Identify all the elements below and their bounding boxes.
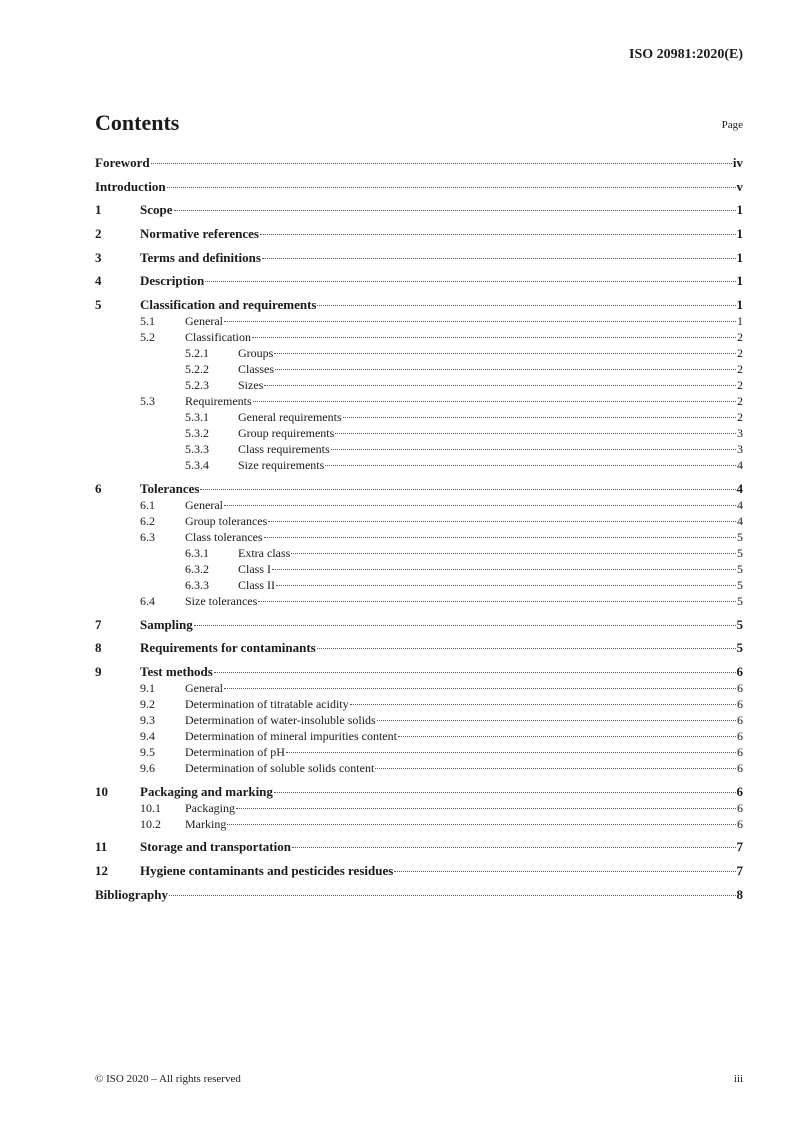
toc-entry[interactable] <box>95 377 743 393</box>
dot-leader <box>274 353 736 354</box>
toc-entry-title: Marking <box>185 816 227 831</box>
toc-entry-number: 5.3.3 <box>185 442 209 457</box>
dot-leader <box>325 465 736 466</box>
dot-leader <box>272 569 736 570</box>
toc-entry-page: v <box>736 178 743 194</box>
toc-entry-number: 9.5 <box>140 744 155 759</box>
toc-entry-page: 6 <box>736 663 743 679</box>
toc-entry-title: Test methods <box>140 663 213 679</box>
toc-entry-title: Tolerances <box>140 480 200 496</box>
dot-leader <box>224 321 736 322</box>
toc-entry-title: Requirements for contaminants <box>140 640 316 656</box>
toc-entry-title: Group tolerances <box>185 513 268 528</box>
toc-entry-page: iv <box>732 155 743 170</box>
toc-entry[interactable] <box>95 800 743 816</box>
toc-entry-page: 1 <box>736 297 743 313</box>
toc-entry[interactable] <box>95 696 743 712</box>
toc-entry-number: 5.1 <box>140 314 155 329</box>
toc-entry[interactable] <box>95 593 743 609</box>
toc-entry-page: 7 <box>736 839 743 855</box>
toc-entry-number: 6.1 <box>140 497 155 512</box>
dot-leader <box>174 210 736 211</box>
dot-leader <box>350 704 736 705</box>
toc-entry[interactable] <box>95 345 743 361</box>
toc-entry-number: 5.2.2 <box>185 362 209 377</box>
dot-leader <box>276 585 736 586</box>
dot-leader <box>200 489 735 490</box>
toc-entry-title: Class requirements <box>238 442 330 457</box>
toc-entry-page: 1 <box>737 314 743 329</box>
page-number: iii <box>733 1073 743 1085</box>
toc-entry[interactable] <box>95 481 743 497</box>
toc-entry[interactable] <box>95 202 743 218</box>
toc-entry-number: 5.2.3 <box>185 378 209 393</box>
toc-entry-title: Class I <box>238 561 271 576</box>
toc-entry-page: 5 <box>737 529 743 544</box>
toc-entry-number: 9.4 <box>140 728 155 743</box>
toc-entry-page: 5 <box>736 640 743 656</box>
toc-entry-page: 2 <box>737 394 743 409</box>
toc-entry-page: 1 <box>736 226 743 242</box>
dot-leader <box>169 895 736 896</box>
toc-entry[interactable] <box>95 617 743 633</box>
dot-leader <box>375 768 736 769</box>
dot-leader <box>224 688 736 689</box>
toc-entry[interactable] <box>95 529 743 545</box>
toc-entry-title: Determination of water-insoluble solids <box>185 712 376 727</box>
toc-entry[interactable] <box>95 179 743 195</box>
toc-entry-number: 9.2 <box>140 696 155 711</box>
toc-entry-page: 4 <box>737 458 743 473</box>
dot-leader <box>258 601 736 602</box>
dot-leader <box>394 871 735 872</box>
dot-leader <box>205 281 735 282</box>
toc-entry[interactable] <box>95 640 743 656</box>
toc-entry-number: 1 <box>95 202 102 218</box>
dot-leader <box>286 752 736 753</box>
toc-entry-page: 2 <box>737 410 743 425</box>
dot-leader <box>262 258 736 259</box>
page-column-label: Page <box>721 119 743 131</box>
copyright-notice: © ISO 2020 – All rights reserved <box>95 1073 241 1085</box>
toc-entry[interactable] <box>95 561 743 577</box>
toc-entry-page: 6 <box>737 800 743 815</box>
toc-entry-title: Bibliography <box>95 886 168 902</box>
toc-entry-number: 5.2.1 <box>185 346 209 361</box>
toc-entry[interactable] <box>95 497 743 513</box>
dot-leader <box>224 505 736 506</box>
toc-entry-title: Sizes <box>238 378 264 393</box>
dot-leader <box>194 625 736 626</box>
toc-entry[interactable] <box>95 816 743 832</box>
toc-entry[interactable] <box>95 409 743 425</box>
toc-entry[interactable] <box>95 577 743 593</box>
toc-entry[interactable] <box>95 863 743 879</box>
toc-entry-title: Classes <box>238 362 274 377</box>
toc-entry-page: 4 <box>737 513 743 528</box>
dot-leader <box>292 847 736 848</box>
toc-entry-title: Foreword <box>95 155 150 170</box>
toc-entry-title: Requirements <box>185 394 252 409</box>
toc-entry-title: Terms and definitions <box>140 249 261 265</box>
toc-entry-title: Determination of pH <box>185 744 285 759</box>
toc-entry[interactable] <box>95 393 743 409</box>
toc-entry-number: 5.3.4 <box>185 458 209 473</box>
dot-leader <box>264 385 736 386</box>
toc-entry-number: 9.3 <box>140 712 155 727</box>
toc-entry-page: 6 <box>737 816 743 831</box>
toc-entry-page: 8 <box>736 886 743 902</box>
dot-leader <box>275 369 736 370</box>
toc-entry-number: 6.3 <box>140 529 155 544</box>
dot-leader <box>253 401 736 402</box>
toc-entry[interactable] <box>95 441 743 457</box>
toc-entry-title: Extra class <box>238 545 291 560</box>
toc-entry-page: 2 <box>737 346 743 361</box>
dot-leader <box>227 824 736 825</box>
toc-entry-page: 2 <box>737 330 743 345</box>
toc-entry-page: 3 <box>737 442 743 457</box>
toc-entry-page: 2 <box>737 362 743 377</box>
toc-entry-page: 1 <box>736 202 743 218</box>
toc-entry-number: 10.1 <box>140 800 161 815</box>
toc-entry[interactable] <box>95 513 743 529</box>
toc-entry-page: 5 <box>737 561 743 576</box>
dot-leader <box>317 648 736 649</box>
dot-leader <box>331 449 736 450</box>
toc-entry[interactable] <box>95 680 743 696</box>
toc-entry-title: Sampling <box>140 616 193 632</box>
toc-entry-number: 5.2 <box>140 330 155 345</box>
toc-entry[interactable] <box>95 887 743 903</box>
toc-entry-page: 6 <box>737 728 743 743</box>
toc-entry[interactable] <box>95 329 743 345</box>
toc-entry-title: Scope <box>140 202 173 218</box>
toc-entry[interactable] <box>95 545 743 561</box>
toc-entry-page: 5 <box>737 577 743 592</box>
toc-entry-title: Hygiene contaminants and pesticides residues <box>140 862 394 878</box>
toc-entry[interactable] <box>95 425 743 441</box>
toc-entry-title: Size requirements <box>238 458 325 473</box>
toc-entry-number: 6.3.1 <box>185 545 209 560</box>
toc-entry-page: 6 <box>737 712 743 727</box>
toc-entry-title: Packaging <box>185 800 235 815</box>
toc-entry-number: 12 <box>95 862 108 878</box>
toc-entry-number: 4 <box>95 273 102 289</box>
toc-entry[interactable] <box>95 784 743 800</box>
toc-entry[interactable] <box>95 226 743 242</box>
toc-entry-title: General <box>185 680 223 695</box>
document-id: ISO 20981:2020(E) <box>629 47 743 62</box>
toc-entry-number: 5 <box>95 297 102 313</box>
dot-leader <box>268 521 736 522</box>
dot-leader <box>264 537 736 538</box>
toc-entry-page: 5 <box>737 593 743 608</box>
toc-entry[interactable] <box>95 664 743 680</box>
toc-entry-page: 7 <box>736 862 743 878</box>
toc-entry-page: 6 <box>737 696 743 711</box>
toc-entry[interactable] <box>95 297 743 313</box>
toc-entry-number: 3 <box>95 249 102 265</box>
toc-entry-number: 11 <box>95 839 108 855</box>
page-title: Contents <box>95 110 180 135</box>
toc-entry-number: 5.3.2 <box>185 426 209 441</box>
toc-entry-title: Classification and requirements <box>140 297 317 313</box>
toc-entry-title: Group requirements <box>238 426 335 441</box>
toc-entry-number: 9.1 <box>140 680 155 695</box>
dot-leader <box>236 808 736 809</box>
toc-entry-title: General <box>185 314 223 329</box>
toc-entry-page: 6 <box>737 680 743 695</box>
dot-leader <box>151 163 732 164</box>
toc-entry-title: Classification <box>185 330 251 345</box>
dot-leader <box>167 187 736 188</box>
toc-entry-title: Normative references <box>140 226 259 242</box>
toc-entry-title: Determination of mineral impurities content <box>185 728 397 743</box>
toc-entry-number: 2 <box>95 226 102 242</box>
toc-entry-page: 3 <box>737 426 743 441</box>
toc-entry-number: 5.3 <box>140 394 155 409</box>
toc-entry[interactable] <box>95 457 743 473</box>
toc-entry-number: 5.3.1 <box>185 410 209 425</box>
toc-entry[interactable] <box>95 155 743 171</box>
toc-entry-number: 6.3.3 <box>185 577 209 592</box>
toc-entry-number: 6.4 <box>140 593 155 608</box>
table-of-contents <box>95 155 743 903</box>
toc-entry[interactable] <box>95 273 743 289</box>
toc-entry-page: 4 <box>737 497 743 512</box>
toc-entry-number: 6 <box>95 480 102 496</box>
toc-entry-number: 9.6 <box>140 760 155 775</box>
dot-leader <box>214 672 736 673</box>
toc-entry-number: 10 <box>95 783 108 799</box>
toc-entry-title: Determination of soluble solids content <box>185 760 375 775</box>
toc-entry-page: 6 <box>737 744 743 759</box>
toc-entry-number: 7 <box>95 616 102 632</box>
toc-entry-title: Introduction <box>95 178 166 194</box>
toc-entry[interactable] <box>95 361 743 377</box>
toc-entry[interactable] <box>95 728 743 744</box>
toc-entry-title: Storage and transportation <box>140 839 291 855</box>
dot-leader <box>343 417 736 418</box>
toc-entry-number: 6.3.2 <box>185 561 209 576</box>
toc-entry-number: 10.2 <box>140 816 161 831</box>
dot-leader <box>252 337 736 338</box>
toc-entry[interactable] <box>95 712 743 728</box>
toc-entry-title: Description <box>140 273 205 289</box>
dot-leader <box>317 305 735 306</box>
toc-entry-title: Determination of titratable acidity <box>185 696 349 711</box>
toc-entry[interactable] <box>95 760 743 776</box>
dot-leader <box>260 234 736 235</box>
toc-entry-number: 8 <box>95 640 102 656</box>
toc-entry-title: General <box>185 497 223 512</box>
toc-entry-page: 4 <box>736 480 743 496</box>
toc-entry[interactable] <box>95 313 743 329</box>
toc-entry-title: Size tolerances <box>185 593 258 608</box>
toc-entry-page: 1 <box>736 273 743 289</box>
toc-entry[interactable] <box>95 839 743 855</box>
dot-leader <box>274 792 736 793</box>
dot-leader <box>398 736 736 737</box>
dot-leader <box>377 720 736 721</box>
toc-entry-title: Packaging and marking <box>140 783 273 799</box>
toc-entry-page: 6 <box>736 783 743 799</box>
toc-entry-title: Groups <box>238 346 274 361</box>
toc-entry-number: 6.2 <box>140 513 155 528</box>
toc-entry-page: 5 <box>737 545 743 560</box>
toc-entry-page: 2 <box>737 378 743 393</box>
toc-entry-page: 5 <box>736 616 743 632</box>
dot-leader <box>335 433 736 434</box>
toc-entry-number: 9 <box>95 663 102 679</box>
toc-entry[interactable] <box>95 744 743 760</box>
toc-entry-page: 6 <box>737 760 743 775</box>
dot-leader <box>291 553 736 554</box>
toc-entry[interactable] <box>95 250 743 266</box>
toc-entry-page: 1 <box>736 249 743 265</box>
toc-entry-title: General requirements <box>238 410 342 425</box>
toc-entry-title: Class II <box>238 577 275 592</box>
toc-entry-title: Class tolerances <box>185 529 263 544</box>
